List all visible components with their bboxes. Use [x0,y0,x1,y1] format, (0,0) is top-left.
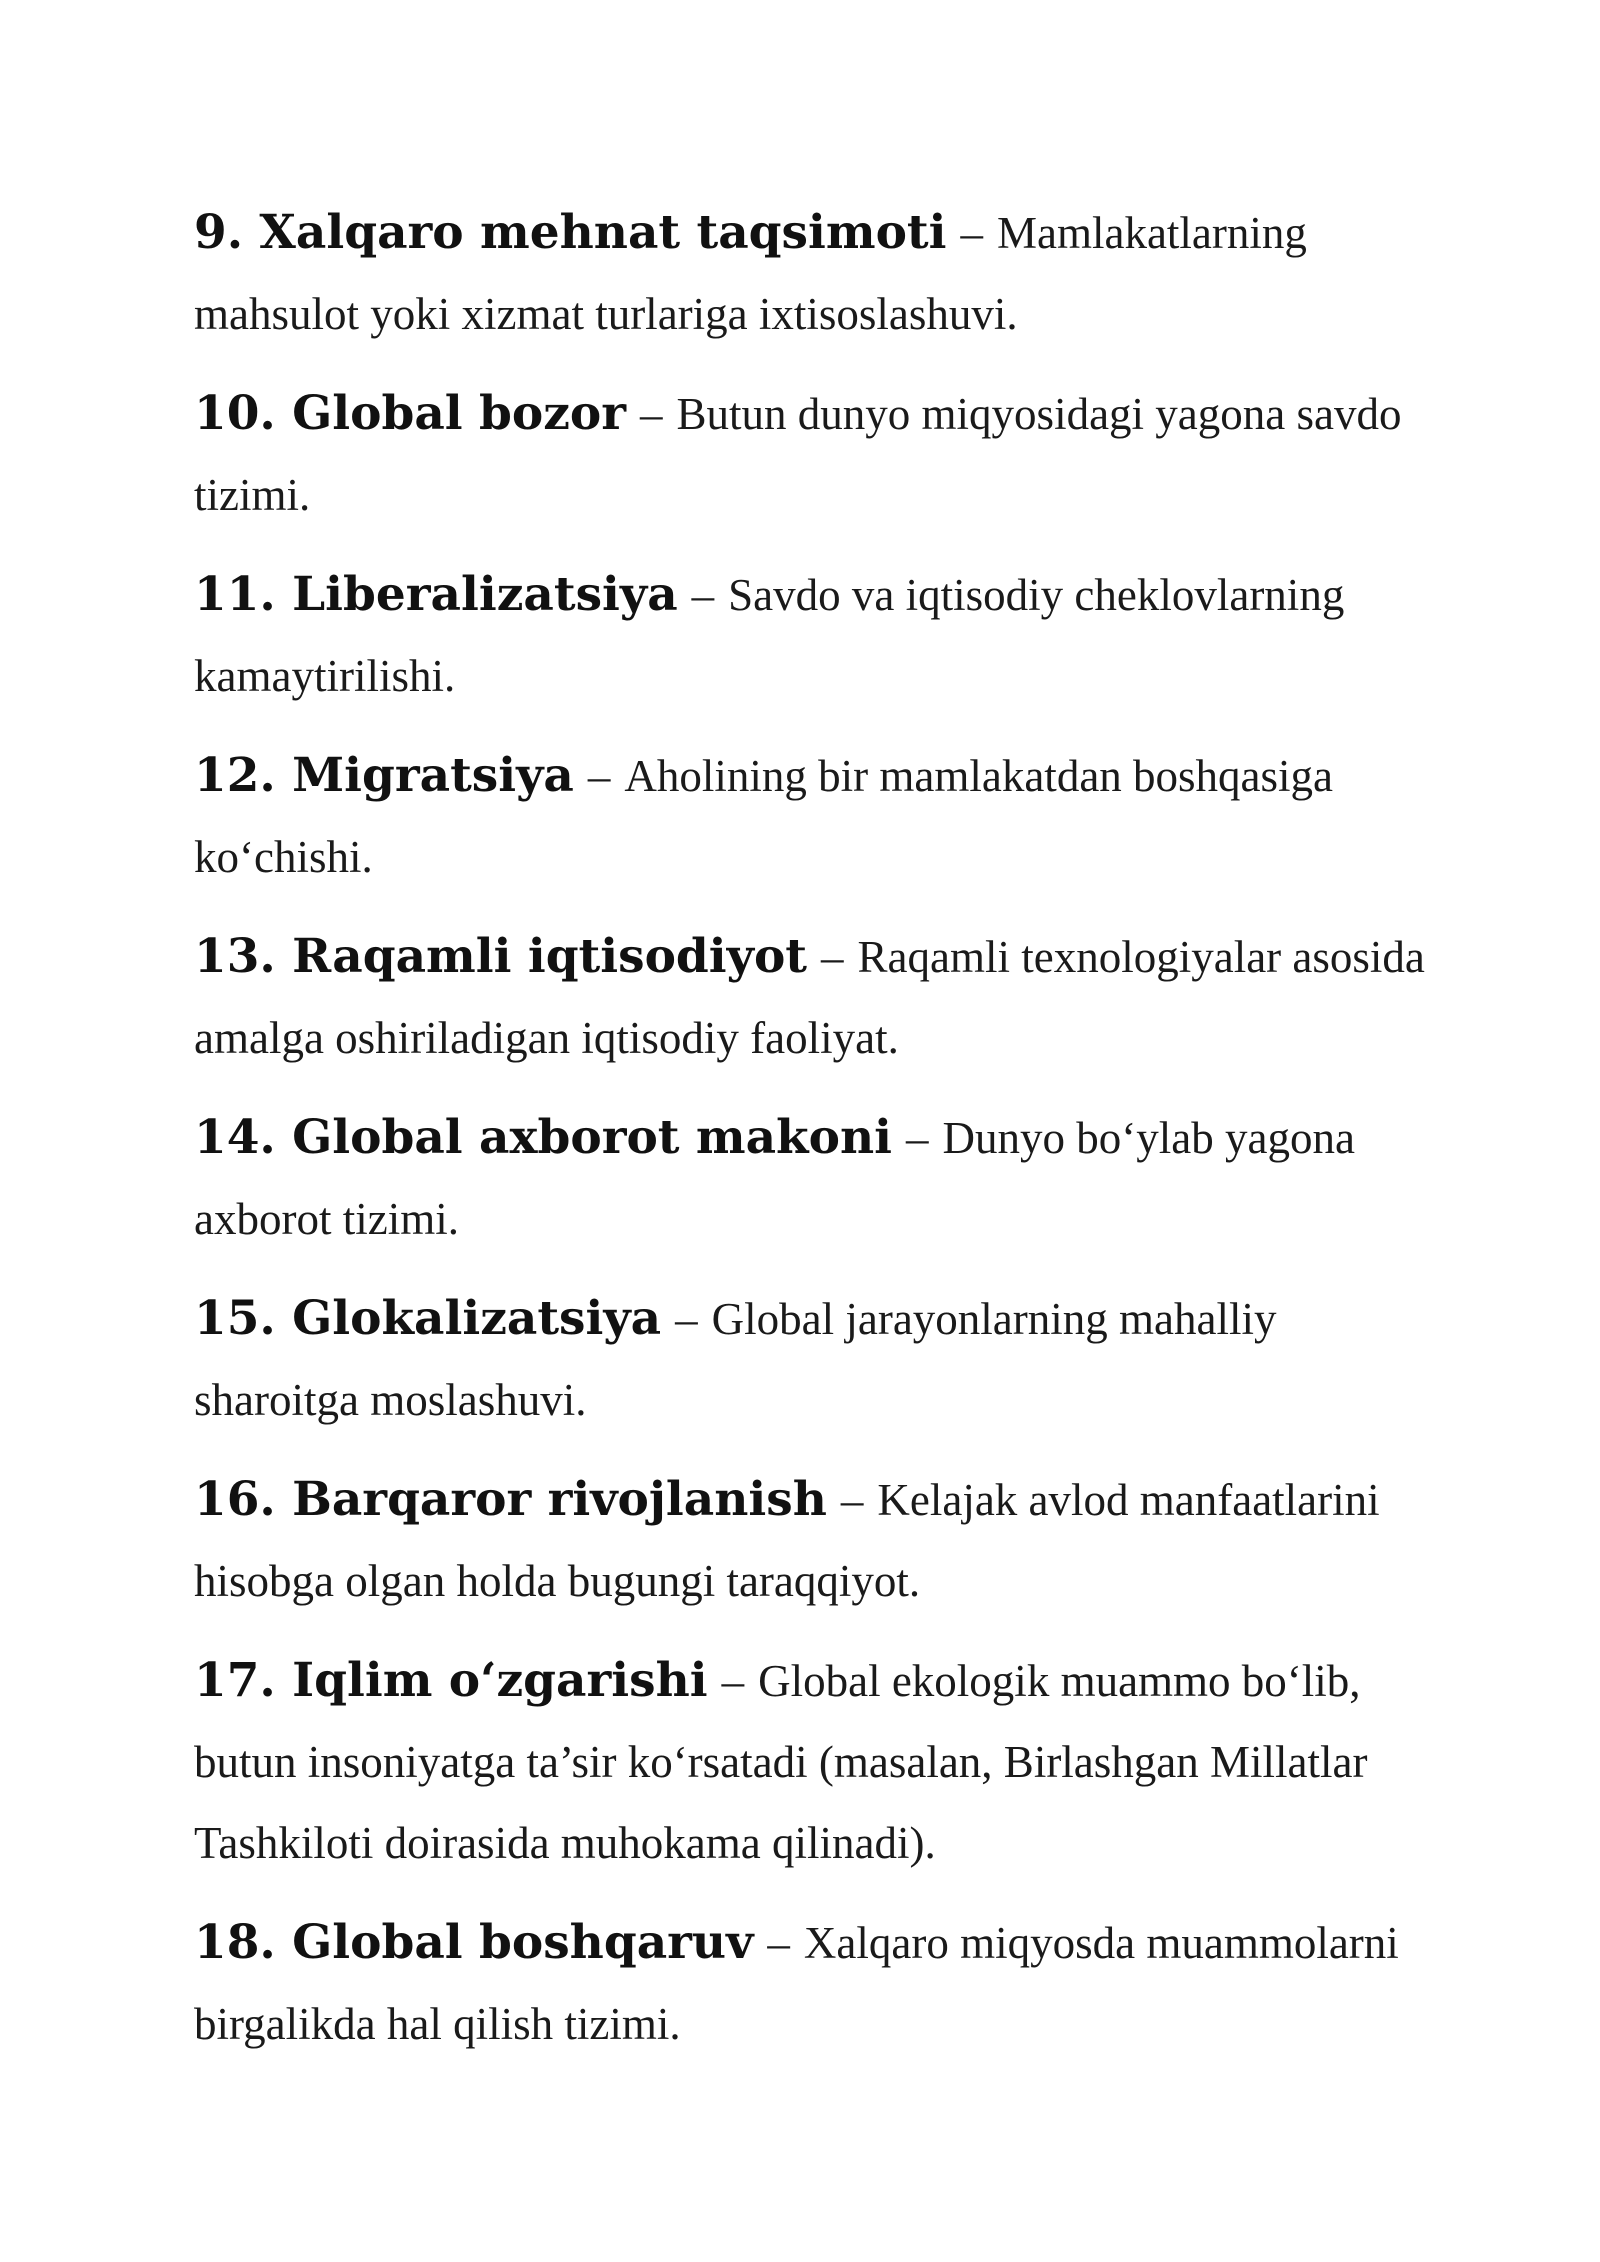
entry-definition: Xalqaro miqyosda muammolarni birgalikda hal qilish tizimi. [194,1918,1399,2049]
entry-definition: Kelajak avlod manfaatlarini hisobga olgan holda bugungi taraqqiyot. [194,1475,1380,1606]
entry-dash: – [640,389,663,439]
glossary-entry [194,916,1434,1079]
entry-definition: Global jarayonlarning mahalliy sharoitga moslashuvi. [194,1294,1277,1425]
glossary-list [194,192,1434,2083]
entry-definition: Butun dunyo miqyosidagi yagona savdo tizimi. [194,389,1402,520]
entry-dash: – [721,1656,745,1706]
glossary-entry [194,1097,1434,1260]
entry-term: 12. Migratsiya [194,748,574,803]
glossary-entry [194,554,1434,717]
glossary-entry [194,735,1434,898]
entry-definition: Raqamli texnologiyalar asosida amalga oshiriladigan iqtisodiy faoliyat. [194,932,1425,1063]
entry-definition: Dunyo bo‘ylab yagona axborot tizimi. [194,1113,1355,1244]
entry-term: 9. Xalqaro mehnat taqsimoti [194,205,947,260]
entry-dash: – [906,1113,929,1163]
glossary-entry [194,1278,1434,1441]
entry-term: 14. Global axborot makoni [194,1110,893,1165]
glossary-entry [194,192,1434,355]
entry-dash: – [587,751,611,801]
entry-term: 10. Global bozor [194,386,627,441]
entry-definition: Mamlakatlarning mahsulot yoki xizmat turlariga ixtisoslashuvi. [194,208,1307,339]
entry-term: 16. Barqaror rivojlanish [194,1472,827,1527]
entry-dash: – [840,1475,864,1525]
entry-definition: Global ekologik muammo bo‘lib, butun insoniyatga ta’sir ko‘rsatadi (masalan, Birlashgan Millatlar Tashkiloti doirasida muhokama qilinadi). [194,1656,1368,1868]
entry-term: 13. Raqamli iqtisodiyot [194,929,808,984]
glossary-entry [194,373,1434,536]
glossary-entry [194,1640,1434,1884]
glossary-entry [194,1459,1434,1622]
entry-dash: – [767,1918,790,1968]
entry-definition: Aholining bir mamlakatdan boshqasiga ko‘chishi. [194,751,1334,882]
entry-term: 11. Liberalizatsiya [194,567,678,622]
entry-term: 15. Glokalizatsiya [194,1291,662,1346]
entry-term: 18. Global boshqaruv [194,1915,754,1970]
entry-term: 17. Iqlim o‘zgarishi [194,1653,708,1708]
entry-dash: – [821,932,844,982]
entry-dash: – [675,1294,698,1344]
entry-definition: Savdo va iqtisodiy cheklovlarning kamaytirilishi. [194,570,1345,701]
entry-dash: – [960,208,983,258]
entry-dash: – [691,570,715,620]
glossary-entry [194,1902,1434,2065]
